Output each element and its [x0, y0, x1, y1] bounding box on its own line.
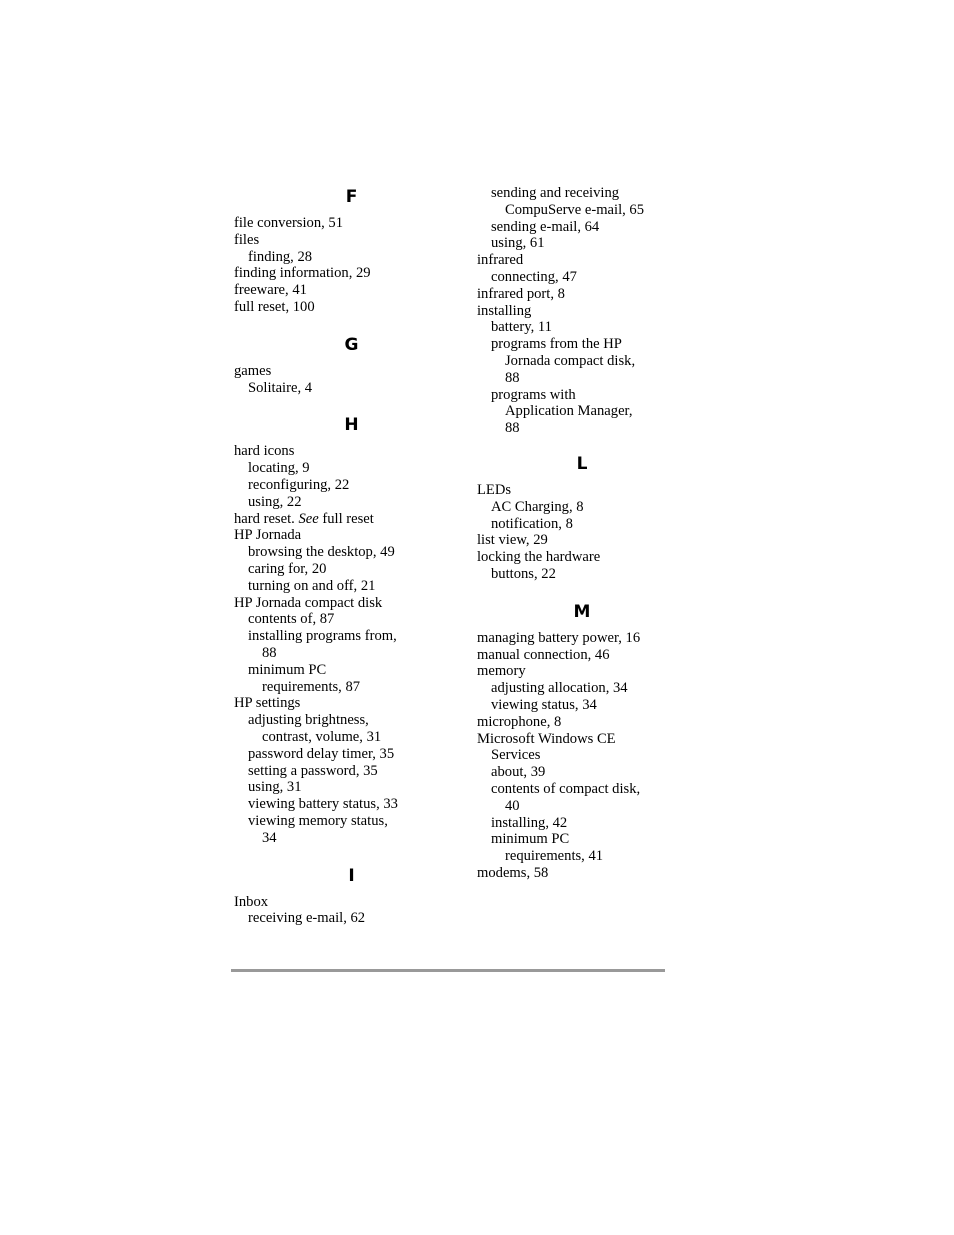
index-section-f: [234, 185, 469, 316]
index-entry: CompuServe e-mail, 65: [505, 201, 645, 218]
index-entry: viewing status, 34: [491, 696, 597, 713]
index-entry: list view, 29: [477, 532, 548, 549]
index-entry: viewing memory status,: [248, 812, 388, 829]
index-entry: contents of, 87: [248, 611, 335, 628]
index-entry: [234, 511, 469, 528]
index-entry: games: [234, 362, 272, 379]
index-entry: reconfiguring, 22: [248, 476, 350, 493]
index-entry: programs from the HP: [491, 336, 622, 353]
index-entry: file conversion, 51: [234, 215, 344, 231]
section-letter-heading: M: [573, 601, 591, 622]
index-entry: battery, 11: [491, 319, 552, 336]
section-letter-heading: G: [344, 334, 359, 355]
index-entry-see-target: full reset: [322, 510, 374, 527]
index-section-i: [234, 864, 469, 928]
index-entry: caring for, 20: [248, 560, 327, 577]
index-section-l: [477, 452, 687, 583]
index-entry: connecting, 47: [491, 268, 577, 285]
index-entry: receiving e-mail, 62: [248, 910, 366, 927]
index-continuation: [477, 185, 687, 437]
index-entry: finding, 28: [248, 248, 313, 265]
footer-rule: [231, 969, 665, 972]
index-entry: turning on and off, 21: [248, 577, 376, 594]
index-entry: infrared: [477, 252, 524, 269]
index-entry: viewing battery status, 33: [248, 796, 398, 813]
index-entry: contents of compact disk,: [491, 780, 641, 797]
index-entry: Services: [491, 747, 541, 764]
index-entry: sending and receiving: [491, 185, 620, 201]
index-entry: browsing the desktop, 49: [248, 544, 395, 561]
index-entry: microphone, 8: [477, 713, 562, 730]
index-entry: installing, 42: [491, 814, 568, 831]
index-section-h: [234, 413, 469, 846]
index-entry: infrared port, 8: [477, 285, 565, 302]
index-entry: Microsoft Windows CE: [477, 730, 616, 747]
index-entry: managing battery power, 16: [477, 629, 641, 646]
index-entry: adjusting brightness,: [248, 712, 369, 729]
index-entry: about, 39: [491, 764, 546, 781]
index-entry: files: [234, 231, 260, 248]
index-entry: contrast, volume, 31: [262, 728, 382, 745]
index-entry: using, 31: [248, 779, 302, 796]
index-entry: using, 61: [491, 235, 545, 252]
index-entry: full reset, 100: [234, 298, 315, 315]
index-entry: buttons, 22: [491, 565, 556, 582]
index-entry: manual connection, 46: [477, 646, 610, 663]
index-entry: Jornada compact disk,: [505, 352, 636, 369]
index-entry: memory: [477, 663, 526, 680]
index-entry: setting a password, 35: [248, 762, 378, 779]
index-entry: minimum PC: [491, 831, 570, 848]
index-section-g: [234, 333, 469, 397]
index-entry: HP settings: [234, 695, 301, 712]
index-entry: finding information, 29: [234, 265, 371, 282]
index-entry: notification, 8: [491, 515, 573, 532]
index-entry: locating, 9: [248, 460, 310, 477]
section-letter-heading: I: [348, 865, 355, 886]
index-section-m: [477, 600, 687, 882]
index-entry: 34: [262, 829, 277, 846]
index-entry: requirements, 41: [505, 848, 604, 865]
index-entry-see: See: [298, 510, 319, 527]
index-entry: 88: [505, 420, 520, 437]
index-entry: requirements, 87: [262, 678, 361, 695]
index-entry: modems, 58: [477, 864, 549, 881]
index-entry: HP Jornada: [234, 527, 302, 544]
index-entry: minimum PC: [248, 661, 327, 678]
index-entry: freeware, 41: [234, 282, 307, 299]
index-entry: 88: [262, 644, 277, 661]
index-entry: sending e-mail, 64: [491, 218, 600, 235]
index-entry: hard icons: [234, 443, 295, 460]
index-entry-text: hard reset.: [234, 510, 295, 527]
index-entry: Solitaire, 4: [248, 379, 313, 396]
index-entry: installing: [477, 302, 532, 319]
index-entry: installing programs from,: [248, 628, 397, 645]
section-letter-heading: F: [345, 187, 358, 207]
index-entry: HP Jornada compact disk: [234, 594, 383, 611]
index-entry: Inbox: [234, 893, 269, 910]
index-entry: using, 22: [248, 493, 302, 510]
index-entry: AC Charging, 8: [491, 498, 584, 515]
index-entry: programs with: [491, 386, 576, 403]
index-column-left: [234, 185, 469, 944]
section-letter-heading: H: [344, 415, 359, 436]
index-entry: 40: [505, 797, 520, 814]
index-entry: adjusting allocation, 34: [491, 680, 628, 697]
section-letter-heading: L: [576, 453, 588, 474]
index-entry: LEDs: [477, 481, 512, 498]
index-entry: locking the hardware: [477, 549, 601, 566]
index-entry: 88: [505, 369, 520, 386]
index-entry: password delay timer, 35: [248, 745, 395, 762]
index-column-right: [477, 185, 687, 899]
index-entry: Application Manager,: [505, 403, 633, 420]
